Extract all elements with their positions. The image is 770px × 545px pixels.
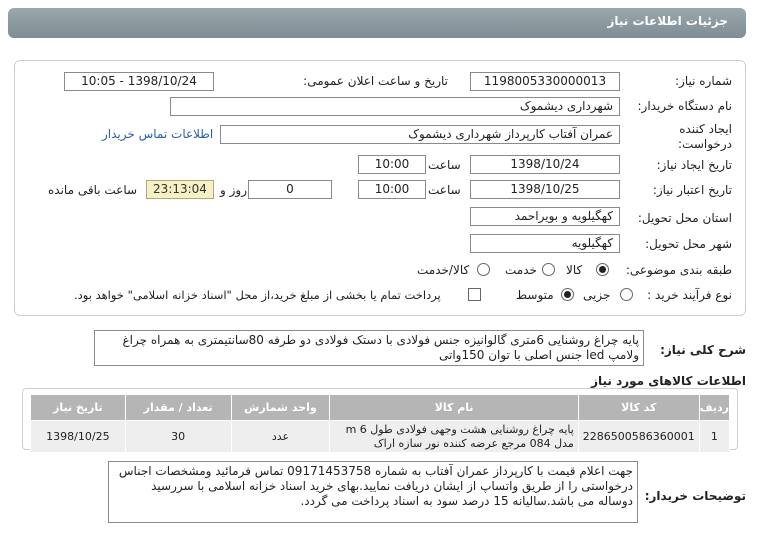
- creator-field: عمران آفتاب کارپرداز شهرداری دیشموک: [220, 125, 620, 144]
- treasury-text: پرداخت تمام یا بخشی از مبلغ خرید،از محل "اسناد خزانه اسلامی" خواهد بود.: [74, 288, 441, 302]
- column-header-date: تاریخ نیاز: [31, 395, 126, 421]
- description-label: شرح کلی نیاز:: [660, 343, 746, 357]
- cell-date: 1398/10/25: [31, 421, 126, 453]
- days-field: 0: [248, 180, 332, 199]
- valid-time-field: 10:00: [358, 180, 426, 199]
- items-section-title: اطلاعات کالاهای مورد نیاز: [591, 374, 746, 388]
- cell-unit: عدد: [231, 421, 330, 453]
- buyer-field: شهرداری دیشموک: [170, 97, 620, 116]
- remaining-time-field: 23:13:04: [146, 180, 214, 199]
- province-label: استان محل تحویل:: [637, 211, 732, 225]
- announce-label: تاریخ و ساعت اعلان عمومی:: [303, 74, 448, 88]
- window-title: جزئیات اطلاعات نیاز: [607, 14, 728, 28]
- category-service-label: خدمت: [505, 263, 537, 277]
- process-minor-label: جزیی: [583, 288, 611, 302]
- remaining-label: ساعت باقی مانده: [48, 183, 138, 197]
- category-label: طبقه بندی موضوعی:: [625, 263, 732, 277]
- process-minor-radio[interactable]: [620, 288, 633, 301]
- days-label: روز و: [220, 183, 247, 197]
- created-time-label: ساعت: [428, 158, 461, 172]
- column-header-index: ردیف: [699, 395, 729, 421]
- table-row: [31, 421, 730, 453]
- cell-index: 1: [699, 421, 729, 453]
- created-time-field: 10:00: [358, 155, 426, 174]
- category-goods-radio[interactable]: [596, 263, 609, 276]
- cell-name: پایه چراغ روشنایی هشت وجهی فولادی طول 6 m مدل 084 مرجع عرضه کننده نور سازه اراک: [330, 421, 578, 453]
- city-label: شهر محل تحویل:: [645, 237, 732, 251]
- need-number-field: 1198005330000013: [470, 72, 620, 91]
- buyer-label: نام دستگاه خریدار:: [637, 99, 732, 113]
- category-service-radio[interactable]: [542, 263, 555, 276]
- valid-date-label: تاریخ اعتبار نیاز:: [652, 183, 732, 197]
- created-date-label: تاریخ ایجاد نیاز:: [656, 158, 732, 172]
- items-table-header: [31, 395, 730, 421]
- city-field: کهگیلویه: [470, 234, 620, 253]
- valid-time-label: ساعت: [428, 183, 461, 197]
- buyer-notes-label: توضیحات خریدار:: [644, 489, 746, 503]
- need-number-label: شماره نیاز:: [675, 74, 732, 88]
- window-header: [8, 8, 746, 38]
- description-text: پایه چراغ روشنایی 6متری گالوانیزه جنس فولادی با دستک فولادی دو طرفه 80سانتیمتری به همراه چراغ ولامپ led جنس اصلی با توان 150واتی: [94, 330, 644, 366]
- column-header-name: نام کالا: [330, 395, 578, 421]
- cell-quantity: 30: [125, 421, 231, 453]
- created-date-field: 1398/10/24: [470, 155, 620, 174]
- treasury-checkbox[interactable]: [468, 288, 481, 301]
- column-header-code: کد کالا: [578, 395, 699, 421]
- province-field: کهگیلویه و بویراحمد: [470, 207, 620, 226]
- buyer-contact-link[interactable]: اطلاعات تماس خریدار: [102, 127, 214, 141]
- category-both-radio[interactable]: [477, 263, 490, 276]
- items-table: [30, 394, 730, 453]
- column-header-quantity: تعداد / مقدار: [125, 395, 231, 421]
- category-goods-label: کالا: [566, 263, 583, 277]
- column-header-unit: واحد شمارش: [231, 395, 330, 421]
- valid-date-field: 1398/10/25: [470, 180, 620, 199]
- category-both-label: کالا/خدمت: [417, 263, 470, 277]
- announce-field: 1398/10/24 - 10:05: [64, 72, 214, 91]
- cell-code: 2286500586360001: [578, 421, 699, 453]
- buyer-notes-text: جهت اعلام قیمت با کارپرداز عمران آفتاب به شماره 09171453758 تماس فرمائید ومشخصات اجناس درخواستی را از طریق واتساپ از ایشان دریافت نمایید.بهای خرید اسناد خزانه اسلامی با سررسید دوساله می باشد.سالیانه 15 درصد سود به اسناد پرداخت می گردد.: [108, 461, 638, 523]
- process-medium-radio[interactable]: [561, 288, 574, 301]
- process-medium-label: متوسط: [516, 288, 554, 302]
- creator-label: ایجاد کننده درخواست:: [678, 122, 732, 151]
- process-label: نوع فرآیند خرید :: [647, 288, 732, 302]
